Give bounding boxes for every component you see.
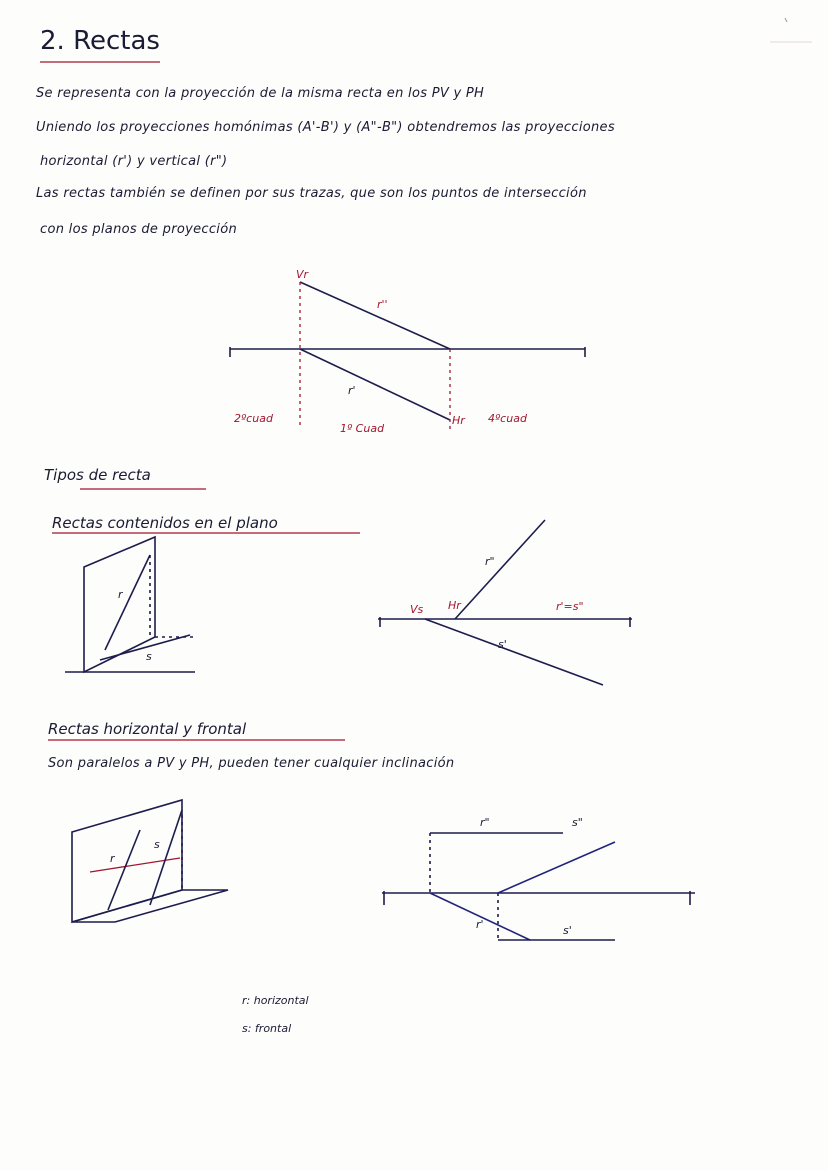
intro-line-5: con los planos de proyección	[40, 222, 237, 237]
fourth-quadrant-label: 4ºcuad	[488, 412, 527, 425]
horizontal-plane-2	[72, 890, 228, 922]
hf-s-label: s	[154, 838, 160, 851]
second-quadrant-label: 2ºcuad	[234, 412, 273, 425]
line-guide-3d	[108, 830, 140, 910]
r-double-prime-label: r''	[377, 298, 388, 311]
intro-line-4: Las rectas también se definen por sus trazas, que son los puntos de intersección	[36, 186, 587, 201]
line-r-horizontal-3d	[90, 858, 180, 872]
vr-label: Vr	[296, 268, 309, 281]
contained-hr-label: Hr	[448, 599, 461, 612]
r-prime-label: r'	[348, 384, 356, 397]
hf-s-double-prime-label: s"	[572, 816, 583, 829]
legend-s-frontal: s: frontal	[242, 1022, 292, 1035]
horizontal-frontal-heading: Rectas horizontal y frontal	[48, 720, 247, 738]
vs-label: Vs	[410, 603, 424, 616]
hf-r-double-prime-label: r"	[480, 816, 490, 829]
legend-r-horizontal: r: horizontal	[242, 994, 309, 1007]
contained-r-double-prime-label: r"	[485, 555, 495, 568]
contained-s-label: s	[146, 650, 152, 663]
intro-line-1: Se representa con la proyección de la misma recta en los PV y PH	[36, 86, 485, 101]
horizontal-frontal-text: Son paralelos a PV y PH, pueden tener cualquier inclinación	[48, 756, 455, 771]
hf-r-label: r	[110, 852, 115, 865]
hf-r-prime-label: r'	[476, 918, 484, 931]
hr-label: Hr	[452, 414, 465, 427]
contained-lines-heading: Rectas contenidos en el plano	[52, 514, 278, 532]
contained-r-label: r	[118, 588, 123, 601]
r-equals-s-label: r'=s"	[556, 600, 584, 613]
s-double-prime-inclined-line	[498, 842, 615, 893]
page-title: 2. Rectas	[40, 26, 160, 56]
types-heading: Tipos de recta	[44, 466, 151, 484]
intro-line-2: Uniendo los proyecciones homónimas (A'-B') y (A"-B") obtendremos las proyecciones	[36, 120, 615, 135]
intro-line-3: horizontal (r') y vertical (r")	[40, 154, 228, 169]
r-prime-inclined-line	[430, 893, 530, 940]
contained-s-prime-label: s'	[498, 638, 507, 651]
hf-s-prime-label: s'	[563, 924, 572, 937]
first-quadrant-label: 1º Cuad	[340, 422, 385, 435]
